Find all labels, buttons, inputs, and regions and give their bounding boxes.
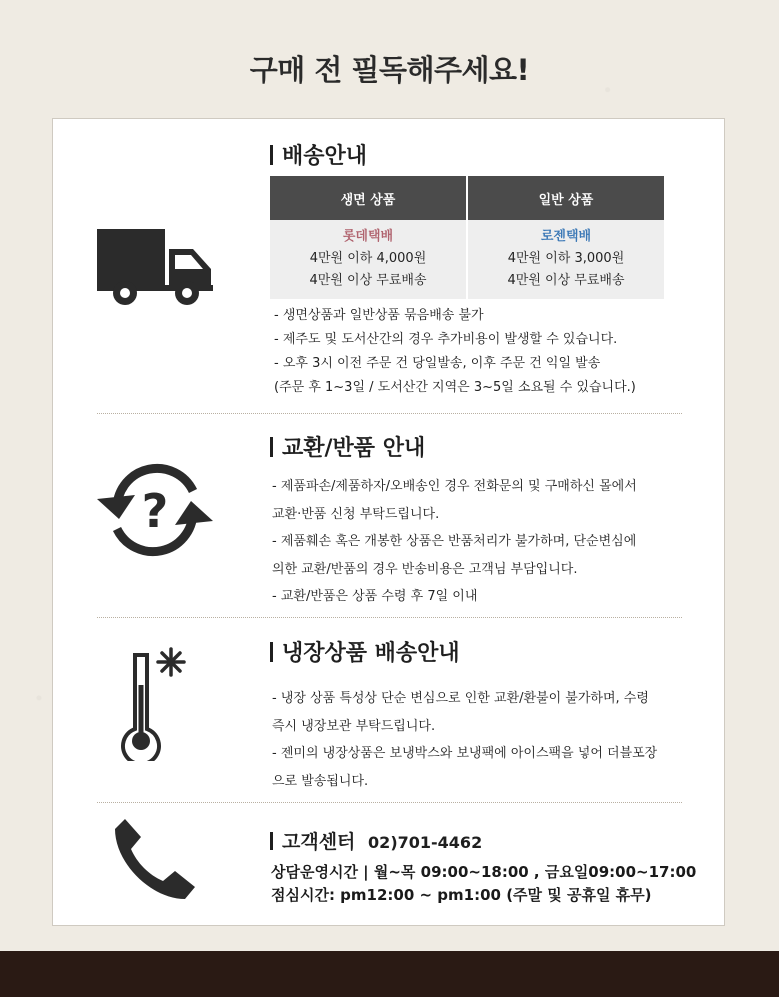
cs-heading: 고객센터 02)701-4462 <box>270 827 482 854</box>
cs-phone: 02)701-4462 <box>368 833 483 852</box>
cold-notes: - 냉장 상품 특성상 단순 변심으로 인한 교환/환불이 불가하며, 수령 즉시 냉장보관 부탁드립니다. - 젠미의 냉장상품은 보냉박스와 보냉팩에 아이스팩을 넣어 더블포장 으로 발송됩니다. <box>272 691 658 789</box>
carrier-logen: 로젠택배 <box>540 229 592 244</box>
phone-icon <box>111 815 199 901</box>
cs-lunch: 점심시간: pm12:00 ~ pm1:00 (주말 및 공휴일 휴무) <box>271 886 652 904</box>
divider <box>97 413 682 414</box>
table-header-general: 일반 상품 <box>467 176 664 220</box>
divider <box>97 802 682 803</box>
carrier-lotte: 롯데택배 <box>342 229 394 244</box>
info-card <box>52 118 725 926</box>
shipping-notes: - 생면상품과 일반상품 묶음배송 불가 - 제주도 및 도서산간의 경우 추가비용이 발생할 수 있습니다. - 오후 3시 이전 주문 건 당일발송, 이후 주문 건 익일 발송 (주문 후 1~3일 / 도서산간 지역은 3~5일 소요될 수 있습니다.) <box>274 308 636 395</box>
table-cell-fresh: 롯데택배 4만원 이하 4,000원 4만원 이상 무료배송 <box>270 220 467 299</box>
svg-text:?: ? <box>141 484 169 538</box>
divider <box>97 617 682 618</box>
table-cell-general: 로젠택배 4만원 이하 3,000원 4만원 이상 무료배송 <box>467 220 664 299</box>
exchange-notes: - 제품파손/제품하자/오배송인 경우 전화문의 및 구매하신 몰에서 교환·반품 신청 부탁드립니다. - 제품훼손 혹은 개봉한 상품은 반품처리가 불가하며, 단순변심에 의한 교환/반품의 경우 반송비용은 고객님 부담입니다. - 교환/반품은 상품 수령 후 7일 이내 <box>272 479 637 604</box>
table-header-fresh: 생면 상품 <box>270 176 467 220</box>
thermometer-icon <box>119 645 189 761</box>
shipping-table <box>270 176 664 299</box>
refresh-question-icon <box>95 455 215 565</box>
page-title: 구매 전 필독해주세요! <box>249 53 530 87</box>
footer-bar <box>0 951 779 997</box>
shipping-heading: 배송안내 <box>270 139 367 170</box>
cs-hours: 상담운영시간 | 월~목 09:00~18:00 , 금요일09:00~17:00 <box>271 863 697 881</box>
exchange-heading: 교환/반품 안내 <box>270 431 425 462</box>
cold-heading: 냉장상품 배송안내 <box>270 636 460 667</box>
truck-icon <box>97 225 215 307</box>
